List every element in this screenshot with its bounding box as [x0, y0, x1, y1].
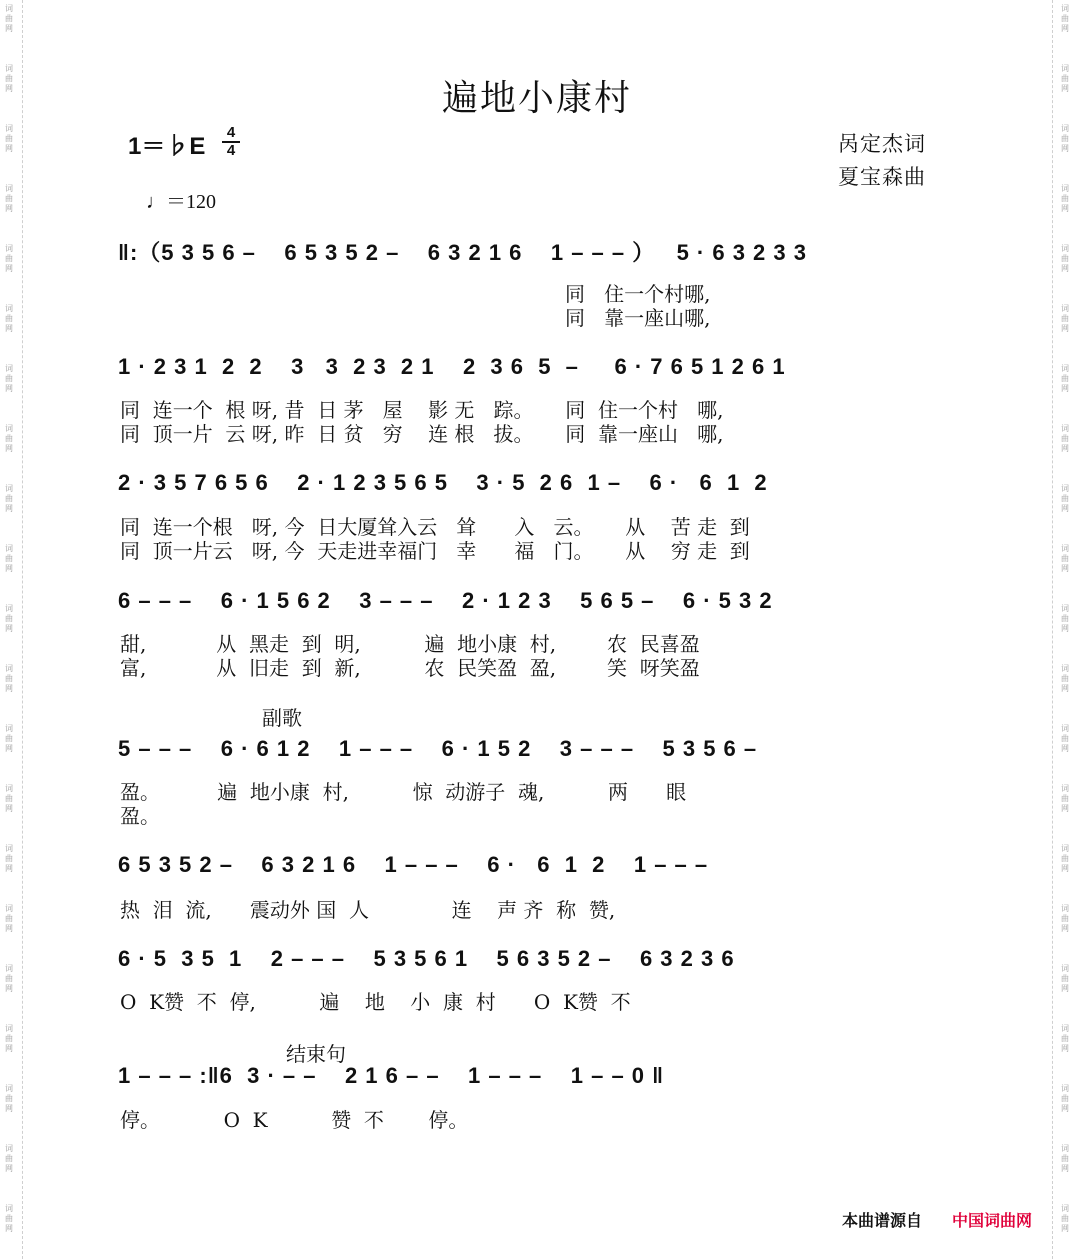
lyric-line-4a: 甜, 从 黑走 到 明, 遍 地小康 村, 农 民喜盈	[120, 632, 700, 656]
watermark-text: 词曲网	[5, 1144, 13, 1173]
key-signature: 1＝♭E	[128, 133, 206, 160]
watermark-text: 词曲网	[5, 784, 13, 813]
watermark-text: 词曲网	[5, 304, 13, 333]
watermark-text: 词曲网	[5, 544, 13, 573]
watermark-text: 词曲网	[1061, 1204, 1069, 1233]
watermark-text: 词曲网	[5, 844, 13, 873]
watermark-text: 词曲网	[5, 964, 13, 993]
lyric-line-8: 停。 O K 赞 不 停。	[120, 1108, 469, 1132]
watermark-text: 词曲网	[1061, 604, 1069, 633]
watermark-text: 词曲网	[5, 124, 13, 153]
lyric-line-3a: 同 连一个根 呀, 今 日大厦耸入云 耸 入 云。 从 苦 走 到	[120, 515, 750, 539]
watermark-text: 词曲网	[1061, 124, 1069, 153]
lyric-line-2b: 同 顶一片 云 呀, 昨 日 贫 穷 连 根 拔。 同 靠一座山 哪,	[120, 422, 724, 446]
lyric-line-2a: 同 连一个 根 呀, 昔 日 茅 屋 影 无 踪。 同 住一个村 哪,	[120, 398, 724, 422]
watermark-text: 词曲网	[1061, 724, 1069, 753]
lyric-line-5a: 盈。 遍 地小康 村, 惊 动游子 魂, 两 眼	[120, 780, 687, 804]
notation-line-3: 2 · 3 5 7 6 5 6 2 · 1 2 3 5 6 5 3 · 5 2 6 1 – 6 · 6 1 2	[118, 470, 768, 495]
lyric-line-7: O K赞 不 停, 遍 地 小 康 村 O K赞 不	[120, 990, 631, 1014]
watermark-text: 词曲网	[5, 4, 13, 33]
watermark-text: 词曲网	[5, 604, 13, 633]
notation-line-1: ‖:（5 3 5 6 – 6 5 3 5 2 – 6 3 2 1 6 1 – – – ） 5 · 6 3 2 3 3	[118, 240, 807, 265]
watermark-text: 词曲网	[5, 364, 13, 393]
watermark-text: 词曲网	[1061, 664, 1069, 693]
time-signature	[222, 126, 240, 158]
watermark-text: 词曲网	[1061, 1084, 1069, 1113]
watermark-text: 词曲网	[1061, 964, 1069, 993]
watermark-text: 词曲网	[5, 184, 13, 213]
song-title: 遍地小康村	[441, 78, 632, 119]
right-border-line	[1052, 0, 1053, 1259]
watermark-text: 词曲网	[1061, 1024, 1069, 1053]
watermark-text: 词曲网	[1061, 364, 1069, 393]
watermark-text: 词曲网	[1061, 784, 1069, 813]
time-signature-top: 4	[226, 124, 236, 141]
notation-line-2: 1 · 2 3 1 2 2 3 3 2 3 2 1 2 3 6 5 – 6 · 7 6 5 1 2 6 1	[118, 354, 786, 379]
ending-marker: 结束句	[286, 1042, 346, 1066]
watermark-text: 词曲网	[5, 664, 13, 693]
watermark-text: 词曲网	[1061, 1144, 1069, 1173]
lyric-line-5b: 盈。	[120, 804, 160, 828]
lyric-line-1a: 同 住一个村哪,	[120, 282, 711, 306]
chorus-marker: 副歌	[262, 706, 302, 730]
notation-line-4: 6 – – – 6 · 1 5 6 2 3 – – – 2 · 1 2 3 5 6 5 – 6 · 5 3 2	[118, 588, 773, 613]
lyricist-credit: 呙定杰词	[838, 132, 926, 156]
watermark-text: 词曲网	[5, 904, 13, 933]
watermark-text: 词曲网	[1061, 64, 1069, 93]
watermark-text: 词曲网	[1061, 904, 1069, 933]
notation-line-7: 6 · 5 3 5 1 2 – – – 5 3 5 6 1 5 6 3 5 2 – 6 3 2 3 6	[118, 946, 735, 971]
notation-line-6: 6 5 3 5 2 – 6 3 2 1 6 1 – – – 6 · 6 1 2 1 – – –	[118, 852, 709, 877]
watermark-text: 词曲网	[1061, 844, 1069, 873]
watermark-text: 词曲网	[5, 1204, 13, 1233]
lyric-line-4b: 富, 从 旧走 到 新, 农 民笑盈 盈, 笑 呀笑盈	[120, 656, 700, 680]
tempo-marking: ♩＝120	[146, 191, 216, 213]
watermark-text: 词曲网	[1061, 424, 1069, 453]
watermark-text: 词曲网	[1061, 484, 1069, 513]
left-border-line	[22, 0, 23, 1259]
watermark-text: 词曲网	[5, 244, 13, 273]
notation-line-8: 1 – – – :‖6 3 · – – 2 1 6 – – 1 – – – 1 – – 0 ‖	[118, 1063, 665, 1088]
watermark-text: 词曲网	[1061, 304, 1069, 333]
watermark-text: 词曲网	[5, 724, 13, 753]
watermark-text: 词曲网	[5, 424, 13, 453]
source-label: 本曲谱源自	[842, 1211, 923, 1230]
composer-credit: 夏宝森曲	[838, 165, 926, 189]
watermark-text: 词曲网	[5, 484, 13, 513]
time-signature-bottom: 4	[226, 142, 236, 159]
lyric-line-1b: 同 靠一座山哪,	[120, 306, 711, 330]
notation-line-5: 5 – – – 6 · 6 1 2 1 – – – 6 · 1 5 2 3 – – – 5 3 5 6 –	[118, 736, 758, 761]
watermark-text: 词曲网	[1061, 4, 1069, 33]
watermark-text: 词曲网	[1061, 184, 1069, 213]
source-site-link[interactable]: 中国词曲网	[952, 1211, 1033, 1230]
watermark-text: 词曲网	[5, 1024, 13, 1053]
lyric-line-3b: 同 顶一片云 呀, 今 天走进幸福门 幸 福 门。 从 穷 走 到	[120, 539, 750, 563]
watermark-text: 词曲网	[1061, 244, 1069, 273]
watermark-text: 词曲网	[5, 1084, 13, 1113]
lyric-line-6: 热 泪 流, 震动外 国 人 连 声 齐 称 赞,	[120, 898, 616, 922]
watermark-text: 词曲网	[1061, 544, 1069, 573]
watermark-text: 词曲网	[5, 64, 13, 93]
